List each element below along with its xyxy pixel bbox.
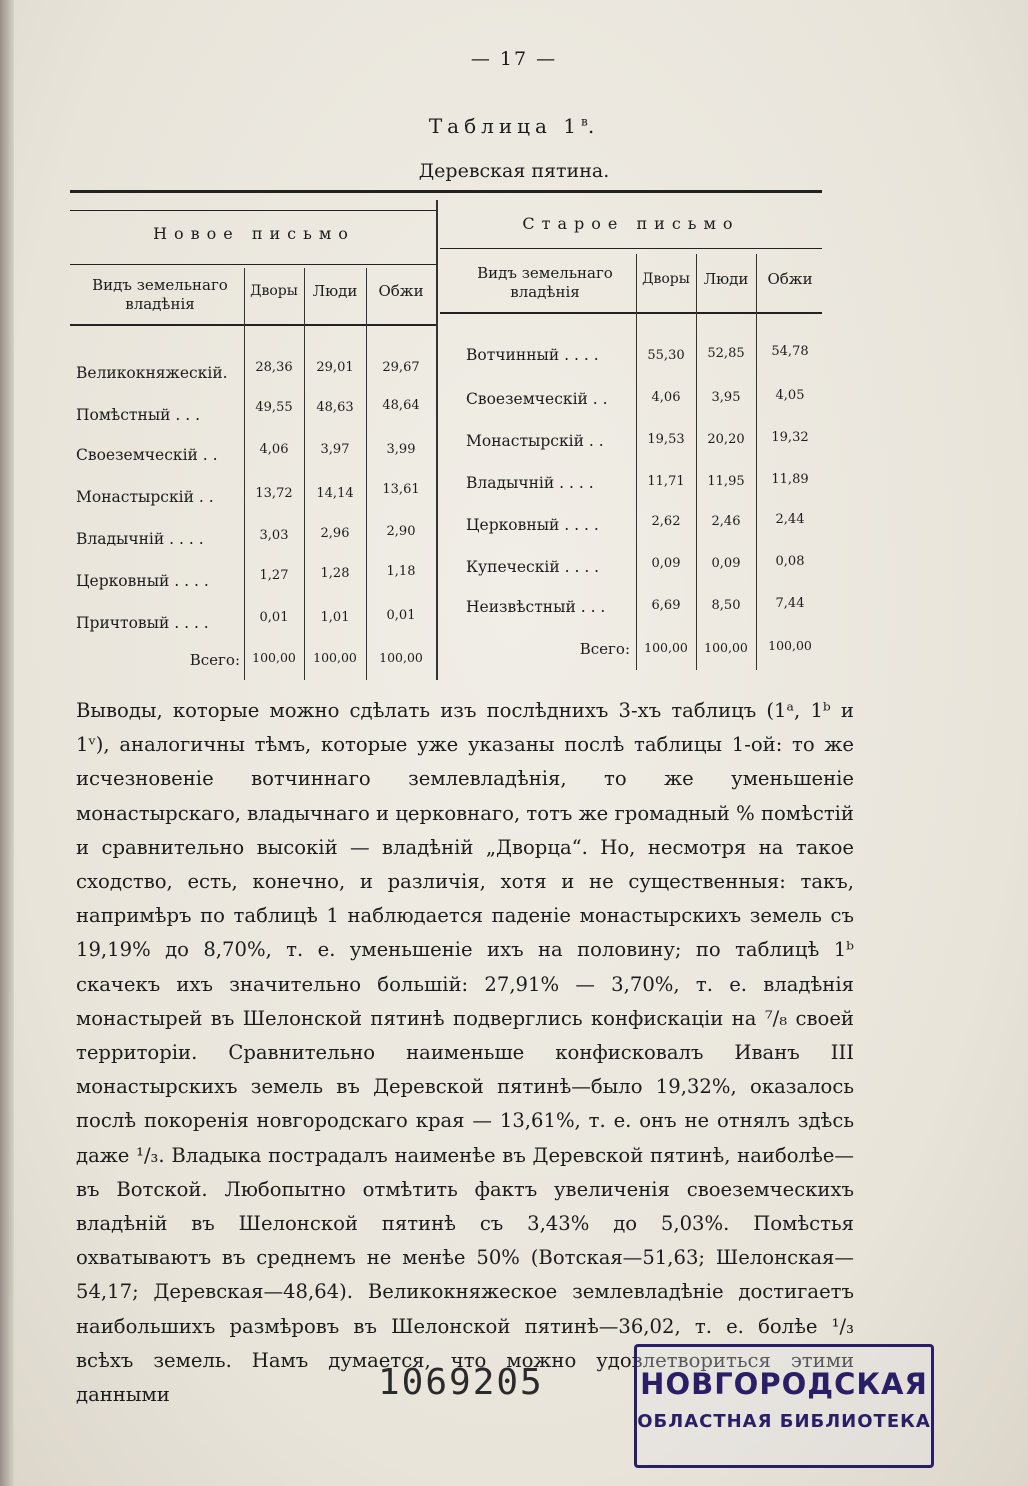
new-row-label: Великокняжескій. xyxy=(76,364,228,382)
old-cell-dvory: 2,62 xyxy=(651,514,681,529)
old-cell-obzhi: 4,05 xyxy=(775,388,805,403)
old-col-lyudi: Люди xyxy=(703,270,749,288)
new-cell-obzhi: 3,99 xyxy=(386,442,416,457)
old-col-dvory: Дворы xyxy=(642,271,690,287)
new-cell-obzhi: 48,64 xyxy=(382,398,420,413)
old-cell-obzhi: 7,44 xyxy=(775,596,805,611)
stamp-line-2: ОБЛАСТНАЯ БИБЛИОТЕКА xyxy=(637,1411,931,1432)
new-total-obzhi: 100,00 xyxy=(379,650,423,665)
table-top-rule-thin xyxy=(70,210,438,211)
old-cell-lyudi: 2,46 xyxy=(711,514,741,529)
new-cell-dvory: 13,72 xyxy=(255,486,293,501)
new-row-label: Владычній . . . . xyxy=(76,530,204,548)
old-cell-obzhi: 19,32 xyxy=(771,430,809,445)
old-row-label: Вотчинный . . . . xyxy=(466,346,599,364)
page-number: — 17 — xyxy=(470,48,558,70)
new-cell-obzhi: 13,61 xyxy=(382,482,420,497)
accession-number: 1069205 xyxy=(378,1362,544,1403)
old-row-label: Монастырскій . . xyxy=(466,432,604,450)
header-rule-right xyxy=(440,312,822,314)
section-rule-left xyxy=(70,264,438,265)
table-title-superscript: в xyxy=(581,114,588,129)
new-total-label: Всего: xyxy=(189,651,240,669)
old-total-dvory: 100,00 xyxy=(644,640,688,655)
old-row-label: Неизвѣстный . . . xyxy=(466,598,606,616)
old-cell-lyudi: 8,50 xyxy=(711,598,741,613)
old-total-label: Всего: xyxy=(579,640,630,658)
old-cell-lyudi: 20,20 xyxy=(707,432,745,447)
new-col-dvory: Дворы xyxy=(250,283,298,299)
old-cell-lyudi: 52,85 xyxy=(707,346,745,361)
new-col-type: Видъ земельнаго владѣнія xyxy=(92,276,228,313)
new-col-obzhi: Обжи xyxy=(378,282,424,300)
old-total-lyudi: 100,00 xyxy=(704,640,748,655)
section-divider xyxy=(436,200,438,680)
page-edge-shadow xyxy=(0,0,14,1486)
old-cell-dvory: 55,30 xyxy=(647,348,685,363)
new-row-label: Церковный . . . . xyxy=(76,572,209,590)
new-cell-dvory: 28,36 xyxy=(255,360,293,375)
new-row-label: Монастырскій . . xyxy=(76,488,214,506)
new-cell-lyudi: 3,97 xyxy=(320,442,350,457)
old-col-obzhi: Обжи xyxy=(767,270,813,288)
old-cell-lyudi: 0,09 xyxy=(711,556,741,571)
old-cell-dvory: 19,53 xyxy=(647,432,685,447)
new-cell-lyudi: 2,96 xyxy=(320,526,350,541)
old-col-type: Видъ земельнаго владѣнія xyxy=(477,264,613,301)
old-row-label: Владычній . . . . xyxy=(466,474,594,492)
new-cell-lyudi: 1,01 xyxy=(320,610,350,625)
new-total-dvory: 100,00 xyxy=(252,650,296,665)
new-col-lyudi: Люди xyxy=(312,282,358,300)
table-subtitle: Деревская пятина. xyxy=(418,160,610,182)
table-top-rule xyxy=(70,190,822,193)
old-cell-lyudi: 11,95 xyxy=(707,474,745,489)
old-row-label: Купеческій . . . . xyxy=(466,558,600,576)
new-cell-obzhi: 1,18 xyxy=(386,564,416,579)
library-stamp xyxy=(634,1344,934,1468)
new-row-label: Помѣстный . . . xyxy=(76,406,201,424)
old-cell-obzhi: 54,78 xyxy=(771,344,809,359)
new-cell-obzhi: 29,67 xyxy=(382,360,420,375)
old-cell-obzhi: 0,08 xyxy=(775,554,805,569)
new-total-lyudi: 100,00 xyxy=(313,650,357,665)
header-rule-left xyxy=(70,324,438,326)
old-cell-lyudi: 3,95 xyxy=(711,390,741,405)
new-row-label: Своеземческій . . xyxy=(76,446,218,464)
new-cell-dvory: 0,01 xyxy=(259,610,289,625)
new-cell-obzhi: 2,90 xyxy=(386,524,416,539)
old-cell-dvory: 6,69 xyxy=(651,598,681,613)
new-cell-lyudi: 48,63 xyxy=(316,400,354,415)
old-cell-dvory: 0,09 xyxy=(651,556,681,571)
new-section-heading: Новое письмо xyxy=(153,224,355,243)
section-rule-right xyxy=(440,248,822,249)
new-cell-dvory: 49,55 xyxy=(255,400,293,415)
stamp-line-1: НОВГОРОДСКАЯ xyxy=(640,1367,928,1401)
old-cell-dvory: 11,71 xyxy=(647,474,685,489)
new-cell-lyudi: 29,01 xyxy=(316,360,354,375)
old-cell-dvory: 4,06 xyxy=(651,390,681,405)
body-paragraph-text: Выводы, которые можно сдѣлать изъ послѣднихъ 3-хъ таблицъ (1ᵃ, 1ᵇ и 1ᵛ), аналогичны тѣмъ, которые уже указаны послѣ таблицы 1-ой: то же исчезновеніе вотчиннаго землевладѣнія, то же уменьшеніе монастырскаго, владычнаго и церковнаго, тотъ же громадный % помѣстій и сравнительно высокій — владѣній „Дворца“. Но, несмотря на такое сходство, есть, конечно, и различія, хотя и не существенныя: такъ, напримѣръ по таблицѣ 1 наблюдается паденіе монастырскихъ земель съ 19,19% до 8,70%, т. е. уменьшеніе ихъ на половину; по таблицѣ 1ᵇ скачекъ ихъ значительно большій: 27,91% — 3,70%, т. е. владѣнія монастырей въ Шелонской пятинѣ подверглись конфискаціи на ⁷/₈ своей территоріи. Сравнительно наименьше конфисковалъ Иванъ III монастырскихъ земель въ Деревской пятинѣ—было 19,32%, оказалось послѣ покоренія новгородскаго края — 13,61%, т. е. онъ не отнялъ здѣсь даже ¹/₃. Владыка пострадалъ наименѣе въ Деревской пятинѣ, наиболѣе—въ Вотской. Любопытно отмѣтить фактъ увеличенія своеземческихъ владѣній въ Шелонской пятинѣ съ 3,43% до 5,03%. Помѣстья охватываютъ въ среднемъ не менѣе 50% (Вотская—51,63; Шелонская—54,17; Деревская—48,64). Великокняжеское землевладѣніе достигаетъ наибольшихъ размѣровъ въ Шелонской пятинѣ—36,02, т. е. болѣе ¹/₃ всѣхъ земель. Намъ думается, что можно удовлетвориться этими данными xyxy=(76,699,854,1407)
new-cell-dvory: 3,03 xyxy=(259,528,289,543)
new-cell-lyudi: 1,28 xyxy=(320,566,350,581)
old-cell-obzhi: 2,44 xyxy=(775,512,805,527)
new-cell-dvory: 1,27 xyxy=(259,568,289,583)
old-row-label: Церковный . . . . xyxy=(466,516,599,534)
new-cell-dvory: 4,06 xyxy=(259,442,289,457)
old-row-label: Своеземческій . . xyxy=(466,390,608,408)
new-cell-lyudi: 14,14 xyxy=(316,486,354,501)
old-section-heading: Старое письмо xyxy=(522,214,740,233)
new-row-label: Причтовый . . . . xyxy=(76,614,209,632)
new-cell-obzhi: 0,01 xyxy=(386,608,416,623)
old-total-obzhi: 100,00 xyxy=(768,638,812,653)
body-paragraph xyxy=(76,694,854,1412)
table-title: Таблица $1^в$. xyxy=(428,114,600,138)
table-title-text: Таблица xyxy=(428,114,552,138)
old-cell-obzhi: 11,89 xyxy=(771,472,809,487)
